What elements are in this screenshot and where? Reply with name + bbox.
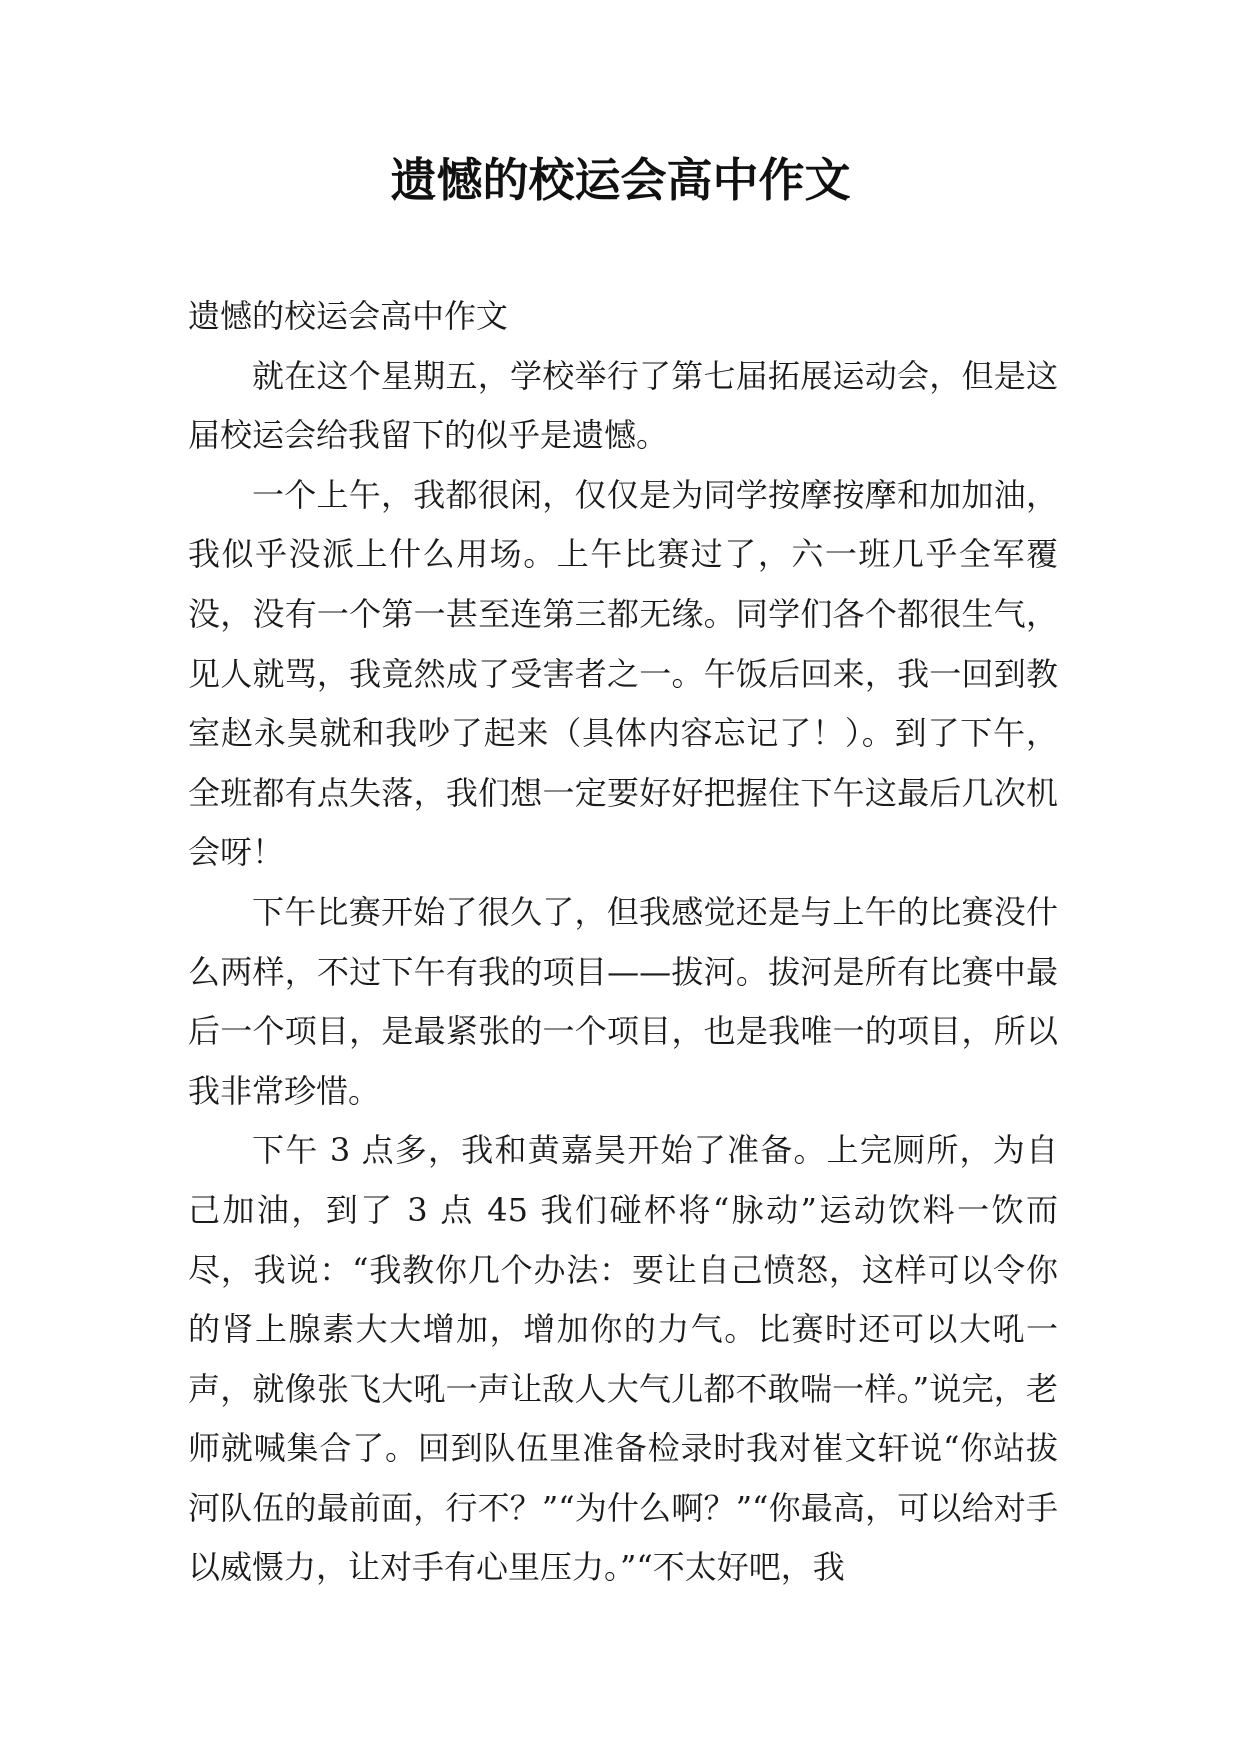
- paragraph-subtitle: 遗憾的校运会高中作文: [188, 297, 509, 335]
- paragraph: 就在这个星期五，学校举行了第七届拓展运动会，但是这届校运会给我留下的似乎是遗憾。: [188, 356, 1058, 455]
- paragraph: 下午 3 点多，我和黄嘉昊开始了准备。上完厕所，为自己加油，到了 3 点 45 我们碰杯将“脉动”运动饮料一饮而尽，我说：“我教你几个办法：要让自己愤怒，这样可以令你的肾上腺素大大增加，增加你的力气。比赛时还可以大吼一声，就像张飞大吼一声让敌人大气儿都不敢喘一样。”说完，老师就喊集合了。回到队伍里准备检录时我对崔文轩说“你站拔河队伍的最前面，行不？”“为什么啊？”“你最高，可以给对手以威慑力，让对手有心里压力。”“不太好吧，我: [188, 1131, 1058, 1587]
- document-body: [188, 287, 1058, 1598]
- document-title: 遗憾的校运会高中作文: [390, 153, 851, 207]
- paragraph: 下午比赛开始了很久了，但我感觉还是与上午的比赛没什么两样，不过下午有我的项目——拔河。拔河是所有比赛中最后一个项目，是最紧张的一个项目，也是我唯一的项目，所以我非常珍惜。: [188, 892, 1058, 1110]
- paragraph: 一个上午，我都很闲，仅仅是为同学按摩按摩和加加油，我似乎没派上什么用场。上午比赛过了，六一班几乎全军覆没，没有一个第一甚至连第三都无缘。同学们各个都很生气，见人就骂，我竟然成了受害者之一。午饭后回来，我一回到教室赵永昊就和我吵了起来（具体内容忘记了！）。到了下午，全班都有点失落，我们想一定要好好把握住下午这最后几次机会呀！: [188, 475, 1058, 872]
